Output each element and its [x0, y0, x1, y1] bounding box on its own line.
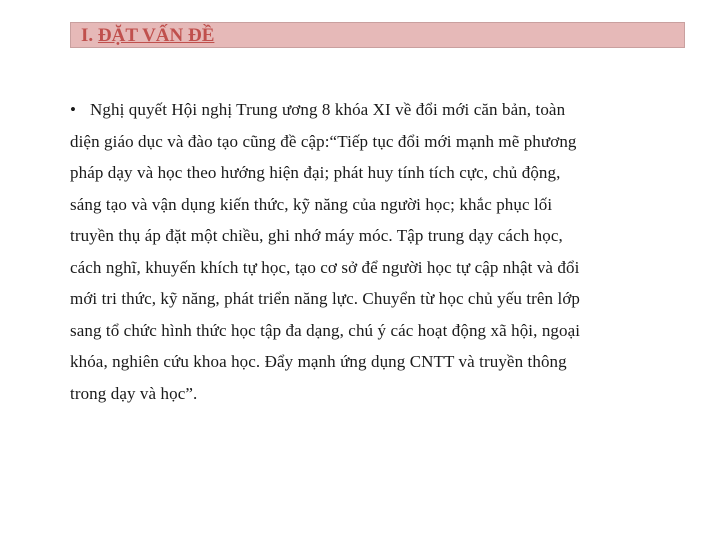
text-line: Nghị quyết Hội nghị Trung ương 8 khóa XI về đổi mới căn bản, toàn [90, 100, 566, 119]
text-line: trong dạy và học”. [70, 383, 198, 403]
text-line: sáng tạo và vận dụng kiến thức, kỹ năng của người học; khắc phục lối [70, 194, 553, 214]
text-line: pháp dạy và học theo hướng hiện đại; phát huy tính tích cực, chủ động, [70, 163, 561, 182]
text-line: truyền thụ áp đặt một chiều, ghi nhớ máy móc. Tập trung dạy cách học, [70, 226, 563, 245]
body-text [70, 94, 680, 409]
section-heading-bar [70, 22, 685, 48]
text-line: mới tri thức, kỹ năng, phát triển năng lực. Chuyển từ học chủ yếu trên lớp [70, 289, 581, 308]
section-heading [81, 25, 214, 47]
section-number: I. [81, 25, 94, 46]
text-line: diện giáo dục và đào tạo cũng đề cập:“Tiếp tục đổi mới mạnh mẽ phương [70, 131, 577, 151]
bullet-paragraph [70, 94, 680, 409]
text-line: cách nghĩ, khuyến khích tự học, tạo cơ sở để người học tự cập nhật và đổi [70, 257, 580, 277]
text-line: sang tổ chức hình thức học tập đa dạng, chú ý các hoạt động xã hội, ngoại [70, 320, 581, 340]
section-title: ĐẶT VẤN ĐỀ [97, 25, 215, 46]
bullet-marker: • [70, 100, 77, 119]
text-line: khóa, nghiên cứu khoa học. Đẩy mạnh ứng dụng CNTT và truyền thông [70, 352, 567, 371]
